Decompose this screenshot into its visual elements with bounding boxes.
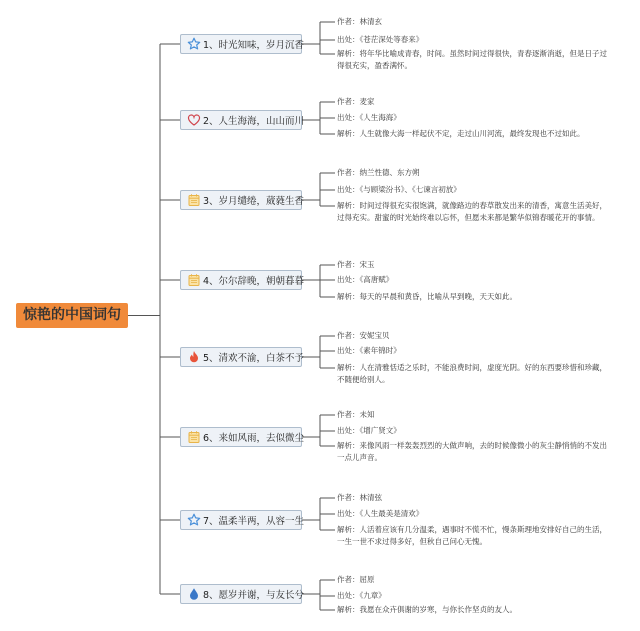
branch-topic-3[interactable] <box>180 190 305 210</box>
branch-title: 岁月缱绻，葳蕤生香 <box>218 196 305 207</box>
leaf-author[interactable]: 作者：屈原 <box>337 575 375 584</box>
branch-title: 愿岁并谢，与友长兮 <box>218 590 305 601</box>
leaf-author[interactable]: 作者：麦家 <box>337 97 375 106</box>
leaf-source[interactable]: 出处：《增广贤文》 <box>337 426 401 435</box>
branch-topic-8[interactable] <box>180 584 305 604</box>
branch-topic-1[interactable] <box>180 34 305 54</box>
branch-index: 2、 <box>203 116 219 127</box>
leaf-author[interactable]: 作者：未知 <box>337 410 375 419</box>
heart-outline-icon <box>187 113 203 127</box>
star-outline-icon <box>187 37 203 51</box>
branch-topic-7[interactable] <box>180 510 305 530</box>
leaf-author[interactable]: 作者：纳兰性德、东方朔 <box>337 168 420 177</box>
branch-topic-2[interactable] <box>180 110 305 130</box>
leaf-source[interactable]: 出处：《人生海海》 <box>337 113 401 122</box>
star-outline-icon <box>187 513 203 527</box>
leaf-author[interactable]: 作者：安妮宝贝 <box>337 331 390 340</box>
branch-topic-5[interactable] <box>180 347 305 367</box>
calendar-icon <box>187 430 203 444</box>
leaf-author[interactable]: 作者：林清玄 <box>337 17 382 26</box>
drop-icon <box>187 587 203 601</box>
branch-index: 1、 <box>203 40 219 51</box>
leaf-source[interactable]: 出处：《九章》 <box>337 591 386 600</box>
branch-title: 温柔半两，从容一生 <box>218 516 305 527</box>
leaf-note[interactable]: 解析：每天的早晨和黄昏，比喻从早到晚，天天如此。 <box>337 292 517 301</box>
leaf-source[interactable]: 出处：《素年锦时》 <box>337 346 401 355</box>
branch-title: 时光知味，岁月沉香 <box>218 40 305 51</box>
leaf-source[interactable]: 出处：《高唐赋》 <box>337 275 394 284</box>
branch-index: 3、 <box>203 196 219 207</box>
calendar-icon <box>187 193 203 207</box>
calendar-icon <box>187 273 203 287</box>
branch-topic-6[interactable] <box>180 427 305 447</box>
flame-icon <box>187 350 203 364</box>
branch-title: 来如风雨，去似微尘 <box>218 433 305 444</box>
leaf-source[interactable]: 出处：《与顾梁汾书》、《七谏言初放》 <box>337 185 461 194</box>
leaf-source[interactable]: 出处：《人生最美是清欢》 <box>337 509 424 518</box>
leaf-note[interactable]: 解析：时间过得很充实很饱满，就像路边的春草散发出来的清香，寓意生活美好，过得充实。甜蜜的时光始终难以忘怀，但愿未来都是繁华似锦春暖花开的事情。 <box>337 201 607 222</box>
leaf-author[interactable]: 作者：宋玉 <box>337 260 375 269</box>
branch-title: 尔尔辞晚，朝朝暮暮 <box>218 276 305 287</box>
leaf-note[interactable]: 解析：人活着应该有几分温柔，遇事时不慌不忙，慢条斯理地安排好自己的生活，一生一世不求过得多好，但秋自己问心无愧。 <box>337 525 607 546</box>
leaf-note[interactable]: 解析：人在清雅恬适之乐时，不能浪费时间，虚度光阴。好的东西要珍惜和珍藏，不随便给别人。 <box>337 363 607 384</box>
branch-index: 8、 <box>203 590 219 601</box>
branch-title: 清欢不渝，白茶不予 <box>218 353 305 364</box>
leaf-source[interactable]: 出处：《苍茫深处等春来》 <box>337 35 424 44</box>
leaf-note[interactable]: 解析：人生就像大海一样起伏不定，走过山川河流，最终发现也不过如此。 <box>337 129 585 138</box>
leaf-note[interactable]: 解析：来像风雨一样轰轰烈烈的大做声响，去的时候像微小的灰尘静悄悄的不发出一点儿声音。 <box>337 441 607 462</box>
leaf-note[interactable]: 解析：我愿在众卉俱谢的岁寒，与你长作坚贞的友人。 <box>337 605 517 614</box>
branch-index: 5、 <box>203 353 219 364</box>
leaf-author[interactable]: 作者：林清弦 <box>337 493 382 502</box>
branch-index: 7、 <box>203 516 219 527</box>
branch-topic-4[interactable] <box>180 270 305 290</box>
branch-index: 6、 <box>203 433 219 444</box>
root-topic[interactable]: 惊艳的中国词句 <box>16 303 128 328</box>
branch-title: 人生海海，山山而川 <box>218 116 305 127</box>
branch-index: 4、 <box>203 276 219 287</box>
leaf-note[interactable]: 解析：将年华比喻成青春，时间。虽然时间过得很快，青春逐渐消逝，但是日子过得很充实，盈香满怀。 <box>337 49 607 70</box>
